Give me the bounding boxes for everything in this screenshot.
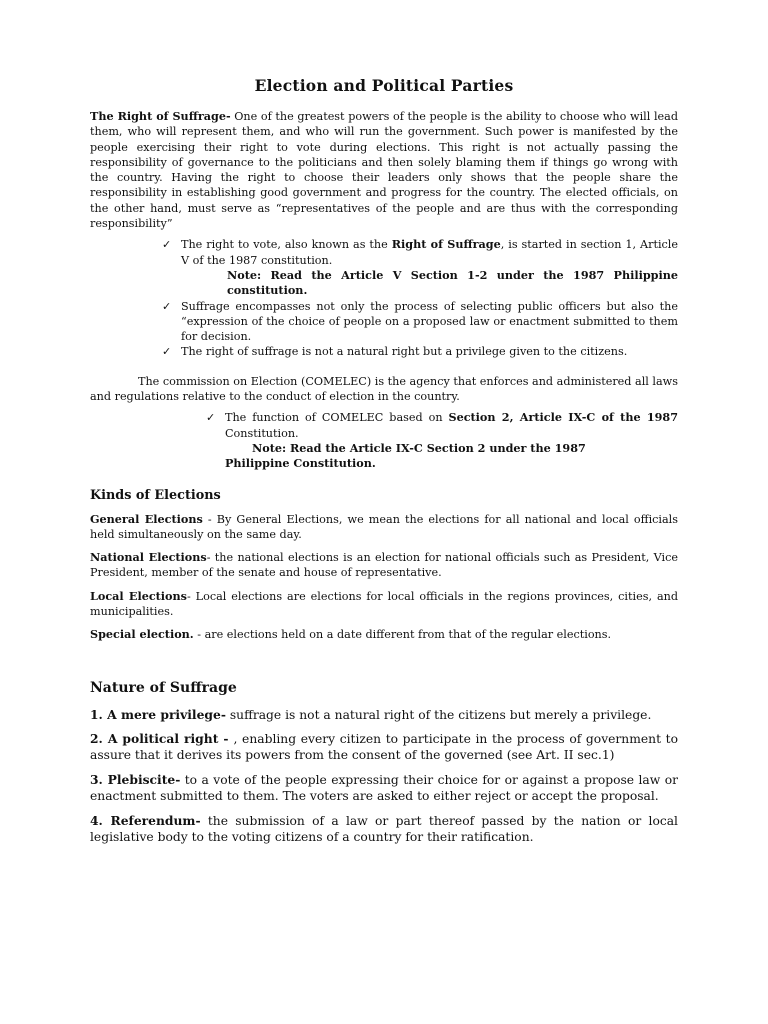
- check-icon: ✓: [162, 299, 172, 313]
- bullet-bold: Right of Suffrage: [391, 237, 501, 252]
- nature-text: the submission of a law or part thereof passed by the nation or local legislative body to the voting citizens of a country for their ratification.: [90, 813, 678, 845]
- kind-text: - the national elections is an election for national officials such as President, Vice President, member of the senate and house of representative.: [90, 551, 678, 580]
- kind-term: National Elections: [90, 550, 207, 565]
- kind-text: - By General Elections, we mean the elections for all national and local officials held simultaneously on the same day.: [90, 512, 679, 541]
- check-icon: ✓: [162, 345, 172, 359]
- bullet-text: The function of COMELEC based on: [225, 411, 449, 425]
- kind-term: General Elections: [90, 511, 203, 526]
- nature-plebiscite: [90, 772, 678, 805]
- list-item: [206, 410, 678, 471]
- suffrage-heading: The Right of Suffrage-: [90, 109, 231, 123]
- kind-local: [90, 589, 678, 620]
- list-item: [162, 344, 678, 359]
- check-icon: ✓: [162, 238, 172, 252]
- nature-term: 1. A mere privilege-: [90, 706, 226, 722]
- nature-text: to a vote of the people expressing their choice for or against a propose law or enactment submitted to them. The voters are asked to either reject or accept the proposal.: [90, 772, 678, 804]
- kind-term: Special election.: [90, 627, 194, 642]
- comelec-paragraph: The commission on Election (COMELEC) is the agency that enforces and administered all laws and regulations relative to the conduct of election in the country.: [90, 374, 678, 404]
- note-article-v: Note: Read the Article V Section 1-2 under the 1987 Philippine constitution.: [227, 267, 678, 298]
- kind-text: - are elections held on a date different from that of the regular elections.: [193, 628, 612, 642]
- kinds-heading: Kinds of Elections: [90, 487, 221, 503]
- list-item: [162, 299, 678, 345]
- bullet-text: Constitution.: [225, 426, 299, 440]
- note-article-ix-c: Note: Read the Article IX-C Section 2 under the 1987: [252, 440, 586, 455]
- note-article-ix-c-line2: Philippine Constitution.: [225, 456, 376, 471]
- bullet-text: The right of suffrage is not a natural right but a privilege given to the citizens.: [181, 345, 628, 359]
- document-title: Election and Political Parties: [254, 76, 514, 95]
- nature-text: suffrage is not a natural right of the citizens but merely a privilege.: [225, 707, 652, 722]
- nature-term: 4. Referendum-: [90, 812, 201, 828]
- kind-text: - Local elections are elections for local officials in the regions provinces, cities, and municipalities.: [90, 589, 678, 619]
- nature-term: 2. A political right -: [90, 731, 234, 747]
- comelec-checklist: [90, 410, 678, 471]
- bullet-bold: Section 2, Article IX-C of the 1987: [448, 410, 678, 425]
- kind-term: Local Elections: [90, 588, 187, 603]
- kind-special: [90, 627, 678, 642]
- bullet-text: Suffrage encompasses not only the process of selecting public officers but also the “expression of the choice of people on a proposed law or enactment submitted to them for decision.: [181, 299, 678, 344]
- bullet-text: , is started in section 1, Article V of the 1987 constitution.: [181, 238, 678, 267]
- kind-general: [90, 512, 678, 543]
- check-icon: ✓: [206, 411, 216, 425]
- suffrage-checklist: [90, 237, 678, 359]
- bullet-text: The right to vote, also known as the: [181, 238, 392, 252]
- nature-political-right: [90, 731, 678, 764]
- nature-heading: Nature of Suffrage: [90, 679, 237, 696]
- nature-referendum: [90, 813, 678, 846]
- list-item: [162, 237, 678, 298]
- nature-term: 3. Plebiscite-: [90, 771, 181, 787]
- document-page: [90, 76, 678, 853]
- kind-national: [90, 550, 678, 581]
- nature-privilege: [90, 707, 678, 723]
- nature-text: , enabling every citizen to participate in the process of government to assure that it derives its powers from the consent of the governed (see Art. II sec.1): [90, 732, 678, 763]
- suffrage-text: One of the greatest powers of the people is the ability to choose who will lead them, who will represent them, and who will run the government. Such power is manifested by the people exercising their right to vote during elections. This right is not actually passing the responsibility of governance to the politicians and then solely blaming them if things go wrong with the country. Having the right to choose their leaders only shows that the people share the responsibility in establishing good government and progress for the country. The elected officials, on the other hand, must serve as “representatives of the people and are thus with the corresponding responsibility”: [90, 110, 678, 231]
- suffrage-paragraph: [90, 109, 678, 231]
